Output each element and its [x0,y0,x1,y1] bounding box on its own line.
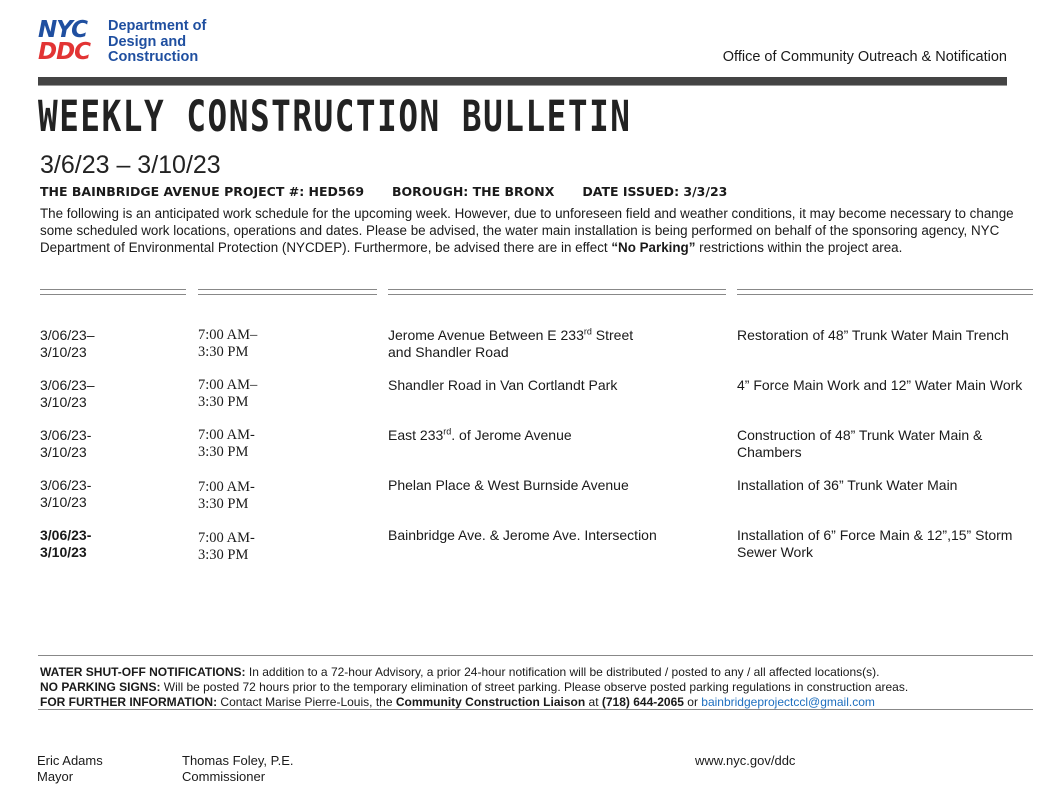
department-name [108,19,206,66]
table-row-work: Restoration of 48” Trunk Water Main Trench [737,327,1009,343]
notes-bottom-rule [38,709,1033,710]
table-row-date: 3/06/23– 3/10/23 [40,377,95,410]
website-link[interactable]: www.nyc.gov/ddc [695,753,796,768]
bulletin-dates: 3/6/23 – 3/10/23 [40,151,221,179]
mayor-name: Eric Adams [37,753,103,768]
nyc-logo: NYC [38,17,87,43]
table-row-work: Installation of 36” Trunk Water Main [737,477,958,493]
liaison-phone: (718) 644-2065 [601,695,684,709]
water-shutoff-note: WATER SHUT-OFF NOTIFICATIONS: In addition to a 72-hour Advisory, a prior 24-hour notification will be distributed / posted to any / all affected locations(s). [40,665,880,679]
column-rule-time [198,289,377,295]
table-row-work: Construction of 48” Trunk Water Main & Chambers [737,427,983,460]
no-parking-note: NO PARKING SIGNS: Will be posted 72 hours prior to the temporary elimination of street parking. Please observe posted parking regulations in construction areas. [40,680,909,694]
intro-paragraph: The following is an anticipated work schedule for the upcoming week. However, due to unforeseen field and weather conditions, it may become necessary to change some scheduled work locations, operations and dates. Please be advised, the water main installation is being performed on behalf of the sponsoring agency, NYC Department of Environmental Protection (NYCDEP). Furthermore, be advised there are in effect “No Parking” restrictions within the project area. [40,206,1014,256]
department-line-2: Design and [108,33,187,50]
table-row-location: Shandler Road in Van Cortlandt Park [388,377,618,393]
table-row-location: Phelan Place & West Burnside Avenue [388,477,629,493]
date-issued: DATE ISSUED: 3/3/23 [582,184,728,199]
table-row-date: 3/06/23- 3/10/23 [40,427,92,460]
project-info [40,184,755,199]
department-line-3: Construction [108,49,199,65]
notes-section [40,665,908,710]
column-rule-work [737,289,1033,295]
table-row-location: Jerome Avenue Between E 233rd Street and Shandler Road [388,326,634,360]
ddc-logo: DDC [38,39,91,65]
table-row-time: 7:00 AM- 3:30 PM [198,530,255,563]
department-line-1: Department of [108,18,207,34]
table-row-date: 3/06/23- 3/10/23 [40,477,92,510]
no-parking-emphasis: “No Parking” [611,240,696,256]
borough: BOROUGH: THE BRONX [392,184,555,199]
column-rule-location [388,289,726,295]
notes-top-rule [38,655,1033,656]
table-row-time: 7:00 AM- 3:30 PM [198,479,255,512]
further-info-note: FOR FURTHER INFORMATION: Contact Marise Pierre-Louis, the Community Construction Liaison at (718) 644-2065 or bainbridgeprojectccl@gmail.com [40,695,875,709]
table-row-date: 3/06/23– 3/10/23 [40,327,95,360]
commissioner-title: Commissioner [182,768,266,784]
table-row-work: Installation of 6” Force Main & 12”,15” Storm Sewer Work [737,527,1013,560]
commissioner-signature [182,753,294,784]
table-row-location: East 233rd. of Jerome Avenue [388,426,572,443]
header-divider [38,77,1007,86]
column-rule-date [40,289,186,295]
table-row-time: 7:00 AM– 3:30 PM [198,377,258,410]
table-row-work: 4” Force Main Work and 12” Water Main Work [737,377,1023,393]
project-number: THE BAINBRIDGE AVENUE PROJECT #: HED569 [40,184,365,199]
liaison-email-link[interactable]: bainbridgeprojectccl@gmail.com [701,695,875,709]
table-row-time: 7:00 AM- 3:30 PM [198,427,255,460]
mayor-signature [37,753,103,784]
table-row-date: 3/06/23- 3/10/23 [40,527,92,560]
bulletin-title: WEEKLY CONSTRUCTION BULLETIN [38,92,632,142]
table-row-time: 7:00 AM– 3:30 PM [198,327,258,360]
mayor-title: Mayor [37,768,74,784]
table-row-location: Bainbridge Ave. & Jerome Ave. Intersection [388,527,657,543]
office-name: Office of Community Outreach & Notification [722,49,1007,65]
commissioner-name: Thomas Foley, P.E. [182,753,294,768]
